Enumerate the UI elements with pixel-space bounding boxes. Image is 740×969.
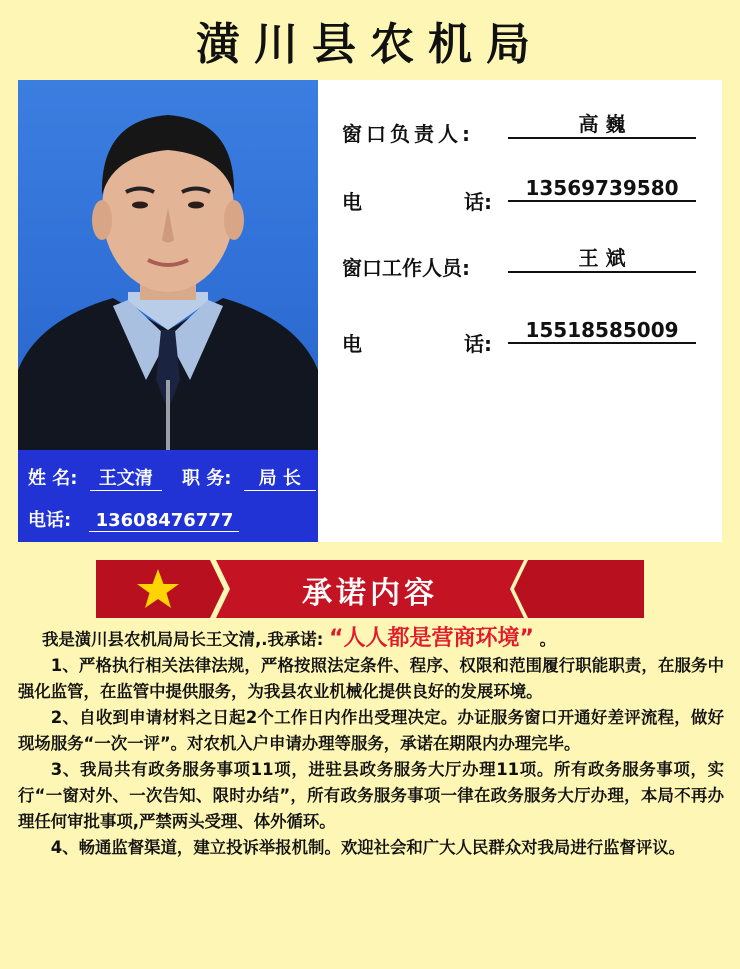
leader-position: 局 长	[244, 464, 316, 491]
slogan-end: 。	[539, 630, 557, 649]
leader-phone-row	[28, 506, 239, 532]
phone1-label-left: 电	[342, 190, 362, 214]
manager-label: 窗口负责人:	[342, 122, 474, 146]
staff-label: 窗口工作人员:	[342, 256, 470, 280]
phone2-label-right: 话:	[464, 332, 492, 356]
leader-name-row	[28, 464, 316, 491]
phone2-value: 15518585009	[508, 318, 696, 344]
commitment-item: 1、严格执行相关法律法规，严格按照法定条件、程序、权限和范围履行职能职责，在服务中强化监管，在监管中提供服务，为我县农业机械化提供良好的发展环境。	[18, 656, 724, 701]
leader-namebox	[18, 450, 318, 542]
phone2-label-left: 电	[342, 332, 362, 356]
manager-row	[342, 112, 626, 147]
leader-phone: 13608476777	[89, 510, 239, 532]
phone2-row	[342, 318, 702, 357]
leader-name: 王文清	[90, 464, 162, 491]
staff-row	[342, 246, 626, 281]
phone1-label-right: 话:	[464, 190, 492, 214]
manager-name: 高 巍	[508, 108, 696, 139]
phone1-row	[342, 176, 702, 215]
commitment-slogan: “人人都是营商环境”	[328, 626, 534, 651]
name-label: 姓 名:	[28, 468, 78, 489]
commitment-item: 3、我局共有政务服务事项11项，进驻县政务服务大厅办理11项。所有政务服务事项，实行“一窗对外、一次告知、限时办结”，所有政务服务事项一律在政务服务大厅办理，本局不再办理任何审批事项,严禁两头受理、体外循环。	[18, 760, 724, 831]
commitment-item: 2、自收到申请材料之日起2个工作日内作出受理决定。办证服务窗口开通好差评流程，做好现场服务“一次一评”。对农机入户申请办理等服务，承诺在期限内办理完毕。	[18, 708, 724, 753]
commitment-text	[18, 626, 724, 861]
staff-name: 王 斌	[508, 242, 696, 273]
commitment-item: 4、畅通监督渠道，建立投诉举报机制。欢迎社会和广大人民群众对我局进行监督评议。	[50, 838, 686, 857]
portrait-photo	[18, 80, 318, 450]
leader-phone-label: 电话:	[28, 510, 72, 531]
position-label: 职 务:	[182, 468, 232, 489]
commitment-intro-line	[18, 626, 724, 653]
page-title: 潢川县农机局	[196, 19, 544, 70]
phone1-value: 13569739580	[508, 176, 696, 202]
commitment-intro: 我是潢川县农机局局长王文清,.我承诺:	[42, 630, 324, 649]
banner-title: 承诺内容	[302, 576, 438, 611]
